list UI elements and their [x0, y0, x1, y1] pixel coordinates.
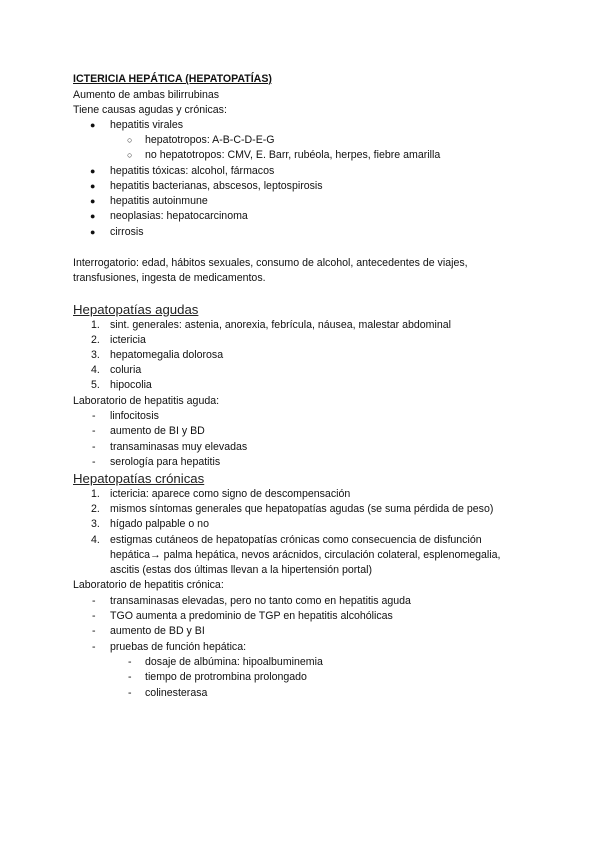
lab-item: transaminasas elevadas, pero no tanto como en hepatitis aguda [110, 595, 411, 607]
lab-sub-item: tiempo de protrombina prolongado [145, 671, 307, 683]
lab-sub-item: dosaje de albúmina: hipoalbuminemia [145, 656, 323, 668]
lab-item: linfocitosis [110, 410, 159, 422]
paragraph-line: Interrogatorio: edad, hábitos sexuales, consumo de alcohol, antecedentes de viajes, [73, 257, 468, 269]
list-item: cirrosis [110, 226, 144, 238]
circle-marker: ○ [127, 150, 133, 160]
numbered-item: coluria [110, 364, 142, 376]
number-marker: 1. [91, 488, 100, 500]
dash-marker: - [92, 441, 96, 453]
number-marker: 4. [91, 364, 100, 376]
number-marker: 3. [91, 518, 100, 530]
intro-line: Tiene causas agudas y crónicas: [73, 104, 227, 116]
number-marker: 2. [91, 503, 100, 515]
numbered-item: mismos síntomas generales que hepatopatías agudas (se suma pérdida de peso) [110, 503, 494, 515]
numbered-item-continuation: ascitis (estas dos últimas llevan a la hipertensión portal) [110, 564, 373, 576]
dash-marker: - [128, 687, 132, 699]
bullet-marker: ● [90, 196, 96, 206]
lab-item: transaminasas muy elevadas [110, 441, 248, 453]
bullet-marker: ● [90, 166, 96, 176]
lab-item: serología para hepatitis [110, 456, 221, 468]
lab-item: pruebas de función hepática: [110, 641, 247, 653]
lab-item: TGO aumenta a predominio de TGP en hepatitis alcohólicas [110, 610, 393, 622]
numbered-item: hepatomegalia dolorosa [110, 349, 224, 361]
number-marker: 4. [91, 534, 100, 546]
numbered-item: ictericia: aparece como signo de descompensación [110, 488, 351, 500]
section-heading-agudas: Hepatopatías agudas [73, 302, 199, 317]
lab-item: aumento de BI y BD [110, 425, 205, 437]
lab-title: Laboratorio de hepatitis aguda: [73, 395, 220, 407]
dash-marker: - [92, 641, 96, 653]
numbered-item: sint. generales: astenia, anorexia, febrícula, náusea, malestar abdominal [110, 319, 451, 331]
dash-marker: - [128, 671, 132, 683]
numbered-item: ictericia [110, 334, 146, 346]
list-item: hepatitis tóxicas: alcohol, fármacos [110, 165, 275, 177]
sub-list-item: hepatotropos: A-B-C-D-E-G [145, 134, 275, 146]
number-marker: 3. [91, 349, 100, 361]
list-item: hepatitis bacterianas, abscesos, leptospirosis [110, 180, 323, 192]
lab-title: Laboratorio de hepatitis crónica: [73, 579, 224, 591]
dash-marker: - [128, 656, 132, 668]
paragraph-line: transfusiones, ingesta de medicamentos. [73, 272, 266, 284]
page-title: ICTERICIA HEPÁTICA (HEPATOPATÍAS) [73, 73, 272, 85]
list-item: hepatitis virales [110, 119, 184, 131]
dash-marker: - [92, 610, 96, 622]
bullet-marker: ● [90, 120, 96, 130]
numbered-item: estigmas cutáneos de hepatopatías crónicas como consecuencia de disfunción [110, 534, 482, 546]
numbered-item: hipocolia [110, 379, 152, 391]
section-heading-cronicas: Hepatopatías crónicas [73, 471, 205, 486]
dash-marker: - [92, 456, 96, 468]
intro-line: Aumento de ambas bilirrubinas [73, 89, 220, 101]
number-marker: 1. [91, 319, 100, 331]
list-item: hepatitis autoinmune [110, 195, 208, 207]
dash-marker: - [92, 425, 96, 437]
bullet-marker: ● [90, 211, 96, 221]
dash-marker: - [92, 410, 96, 422]
dash-marker: - [92, 595, 96, 607]
sub-list-item: no hepatotropos: CMV, E. Barr, rubéola, herpes, fiebre amarilla [145, 149, 441, 161]
number-marker: 2. [91, 334, 100, 346]
number-marker: 5. [91, 379, 100, 391]
numbered-item-continuation: hepática→ palma hepática, nevos arácnidos, circulación colateral, esplenomegalia, [110, 549, 501, 561]
list-item: neoplasias: hepatocarcinoma [110, 210, 248, 222]
numbered-item: hígado palpable o no [110, 518, 209, 530]
dash-marker: - [92, 625, 96, 637]
lab-item: aumento de BD y BI [110, 625, 205, 637]
circle-marker: ○ [127, 135, 133, 145]
lab-sub-item: colinesterasa [145, 687, 208, 699]
bullet-marker: ● [90, 181, 96, 191]
bullet-marker: ● [90, 227, 96, 237]
